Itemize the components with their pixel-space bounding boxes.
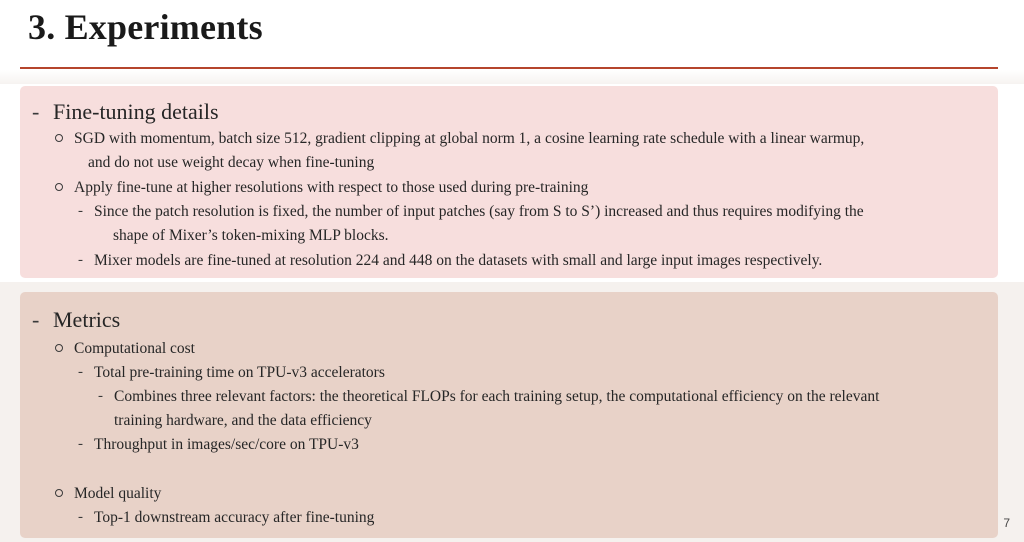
slide-title: 3. Experiments (28, 7, 263, 47)
page-number: 7 (1003, 516, 1010, 530)
metrics-cost-item-1-sub-line-2: training hardware, and the data efficiency (114, 412, 372, 429)
metrics-heading: Metrics (53, 307, 121, 332)
level3-dash: - (78, 364, 83, 380)
finetune-sub-1-line-1: Since the patch resolution is fixed, the number of input patches (say from S to S’) increased and thus requires modifying the (94, 203, 864, 220)
level4-dash: - (98, 388, 103, 404)
level3-dash: - (78, 203, 83, 219)
finetune-bullet-1-line-2: and do not use weight decay when fine-tuning (88, 154, 375, 171)
level1-dash: - (32, 307, 40, 332)
finetune-sub-1-line-2: shape of Mixer’s token-mixing MLP blocks. (113, 227, 389, 244)
level3-dash: - (78, 436, 83, 452)
finetune-sub-2: Mixer models are fine-tuned at resolution 224 and 448 on the datasets with small and large input images respectively. (94, 252, 823, 269)
metrics-quality-item-1: Top-1 downstream accuracy after fine-tuning (94, 509, 375, 526)
level3-dash: - (78, 509, 83, 525)
finetune-bullet-1-line-1: SGD with momentum, batch size 512, gradient clipping at global norm 1, a cosine learning rate schedule with a linear warmup, (74, 130, 865, 147)
circle-bullet-icon (55, 344, 63, 352)
finetune-heading: Fine-tuning details (53, 99, 219, 124)
level3-dash: - (78, 252, 83, 268)
title-divider (20, 67, 998, 69)
circle-bullet-icon (55, 134, 63, 142)
metrics-cost: Computational cost (74, 340, 195, 357)
metrics-cost-item-2: Throughput in images/sec/core on TPU-v3 (94, 436, 359, 453)
background-band (0, 70, 1024, 84)
circle-bullet-icon (55, 183, 63, 191)
circle-bullet-icon (55, 489, 63, 497)
level1-dash: - (32, 99, 40, 124)
finetune-bullet-2: Apply fine-tune at higher resolutions with respect to those used during pre-training (74, 179, 589, 196)
metrics-cost-item-1-sub-line-1: Combines three relevant factors: the theoretical FLOPs for each training setup, the computational efficiency on the relevant (114, 388, 880, 405)
metrics-quality: Model quality (74, 485, 162, 502)
metrics-cost-item-1: Total pre-training time on TPU-v3 accelerators (94, 364, 385, 381)
